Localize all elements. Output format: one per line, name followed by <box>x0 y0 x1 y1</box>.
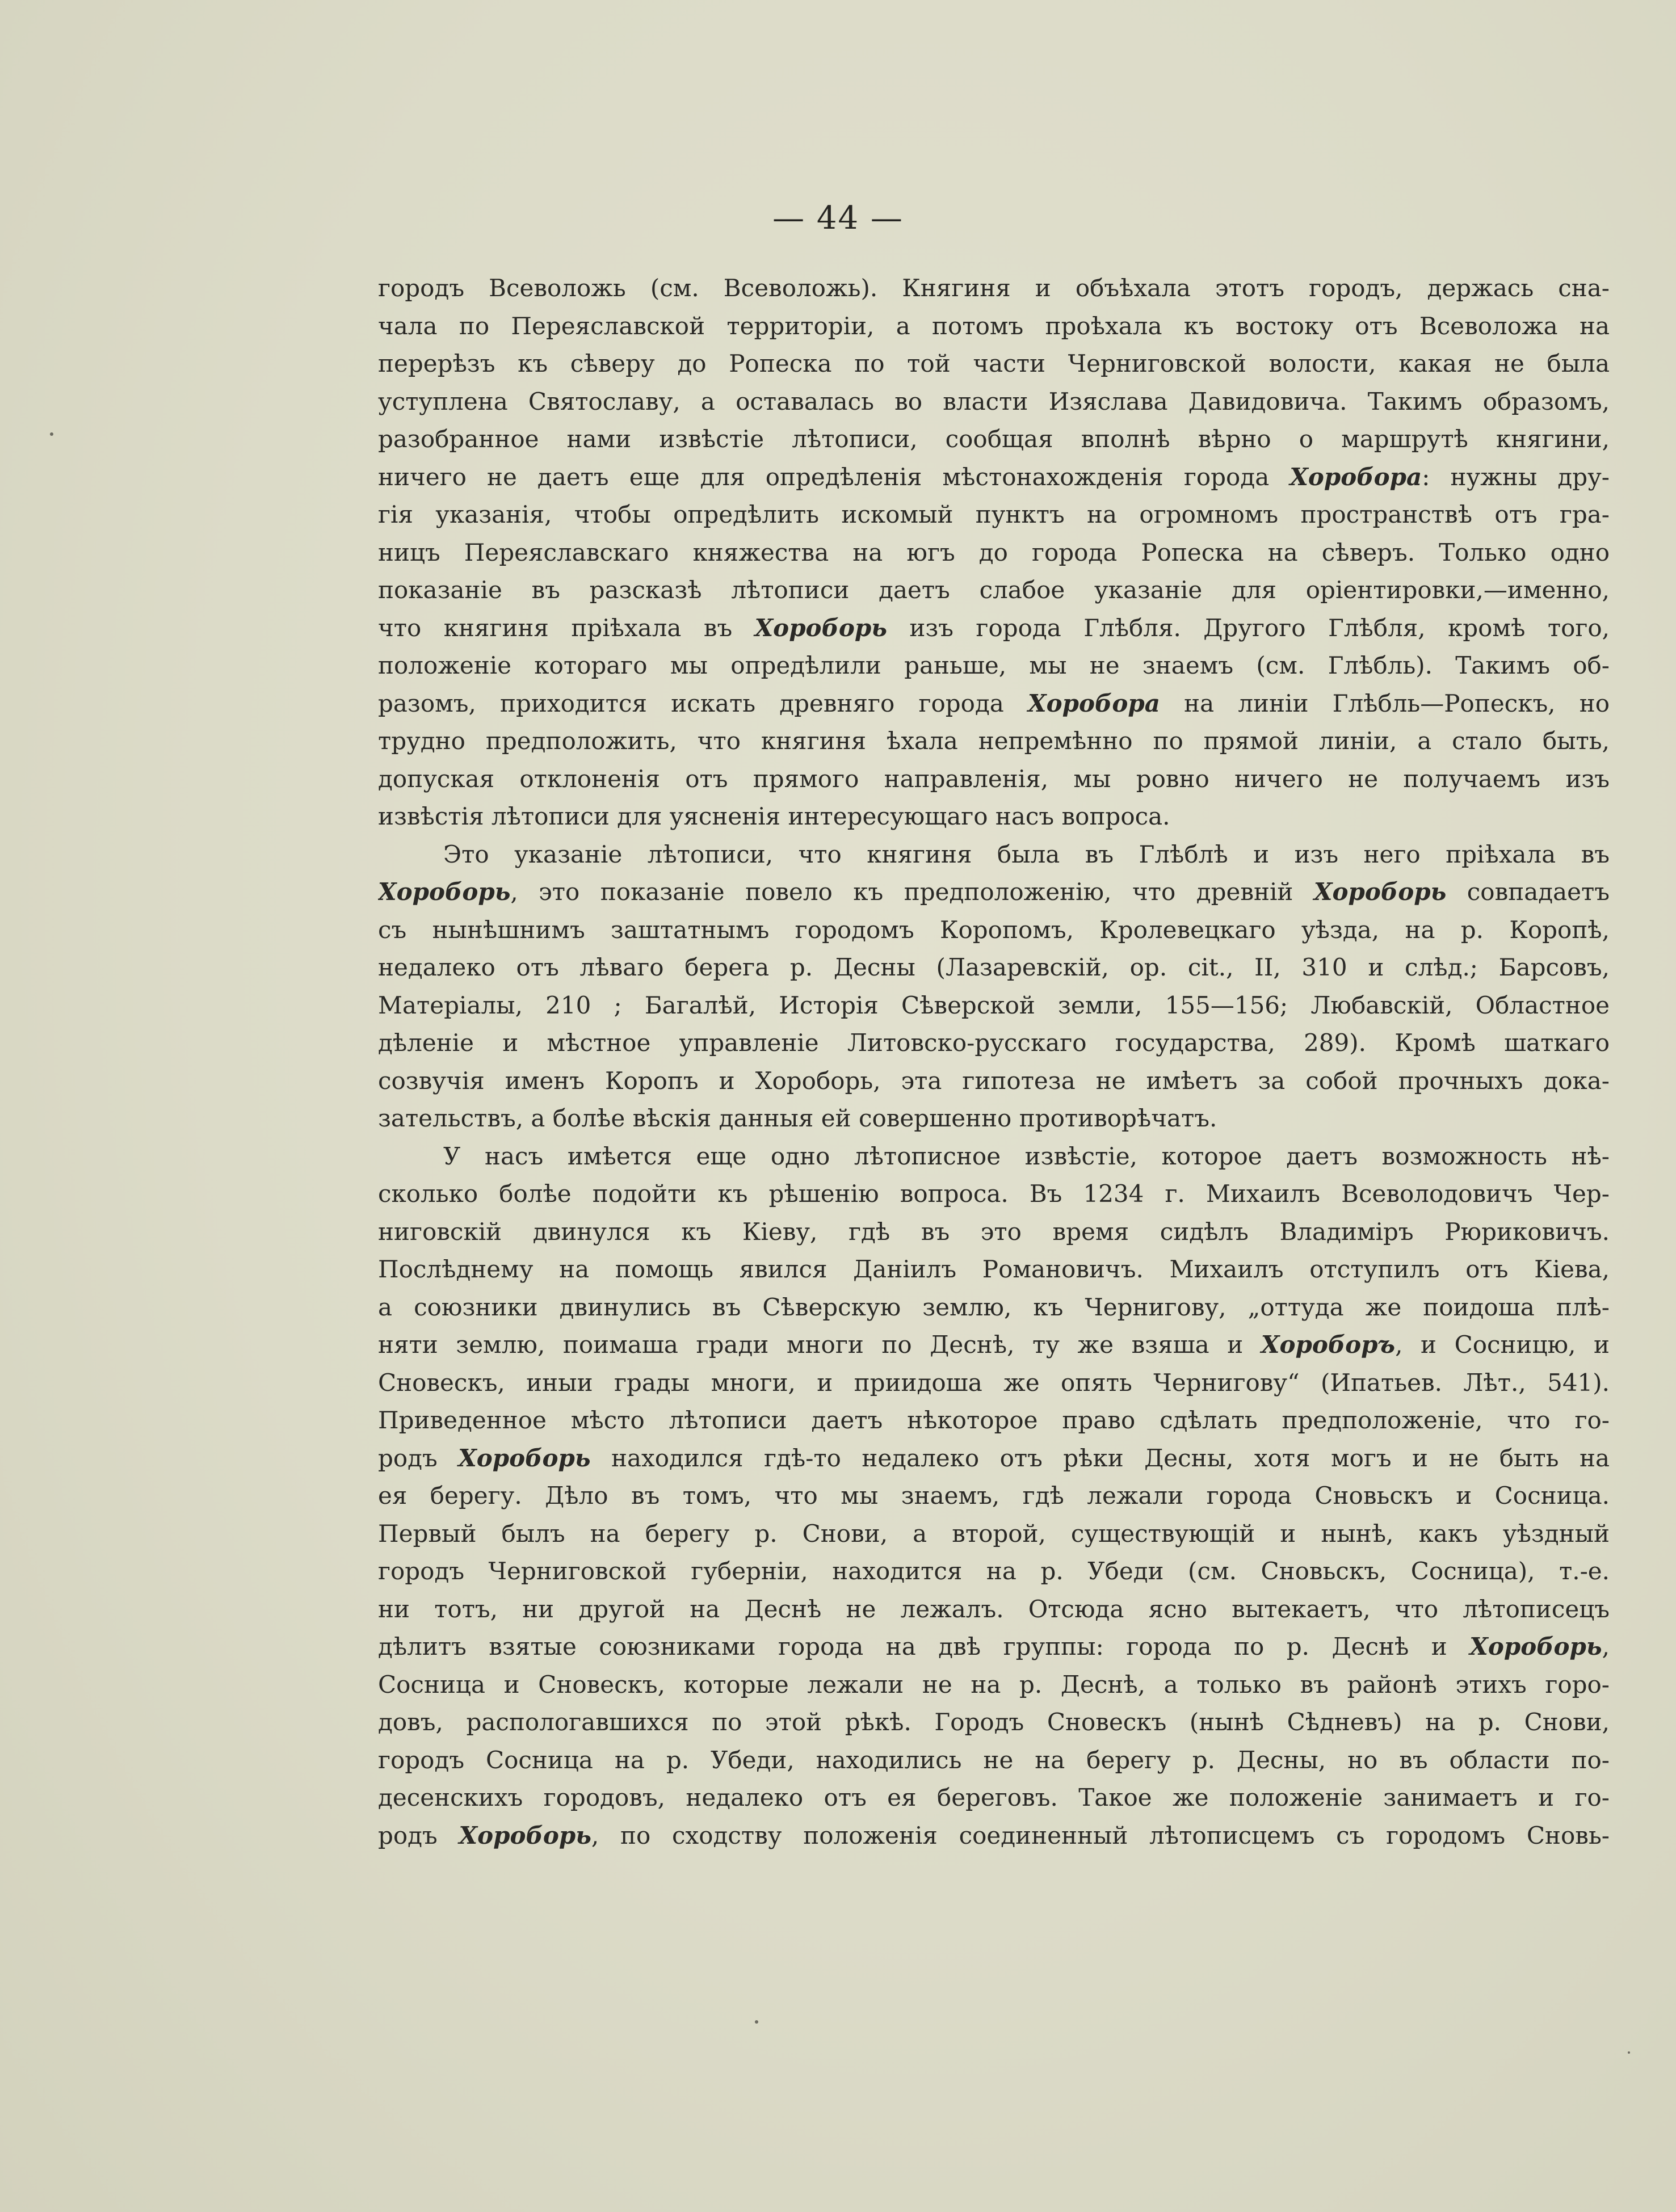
paper-speck <box>50 432 53 436</box>
text-line: Это указаніе лѣтописи, что княгиня была въ Глѣблѣ и изъ него пріѣхала въ <box>443 840 1610 868</box>
text-line: У насъ имѣется еще одно лѣтописное извѣстіе, которое даетъ возможность нѣ- <box>443 1142 1610 1170</box>
text-line: ни тотъ, ни другой на Деснѣ не лежалъ. Отсюда ясно вытекаетъ, что лѣтописецъ <box>378 1595 1610 1623</box>
text-line: родъ Хороборь, по сходству положенія соединенный лѣтописцемъ съ городомъ Сновь- <box>378 1821 1610 1849</box>
text-line: чала по Переяславской территоріи, а потомъ проѣхала къ востоку отъ Всеволожа на <box>378 312 1610 340</box>
text-line: созвучія именъ Коропъ и Хороборь, эта гипотеза не имѣетъ за собой прочныхъ дока- <box>378 1066 1610 1095</box>
text-line: дѣленіе и мѣстное управленіе Литовско-русскаго государства, 289). Кромѣ шаткаго <box>378 1029 1610 1057</box>
text-line: уступлена Святославу, а оставалась во власти Изяслава Давидовича. Такимъ образомъ, <box>378 387 1610 415</box>
text-line: Матеріалы, 210 ; Багалѣй, Исторія Сѣверской земли, 155—156; Любавскій, Областное <box>378 991 1610 1019</box>
text-line: городъ Сосница на р. Убеди, находились не на берегу р. Десны, но въ области по- <box>378 1746 1610 1774</box>
page-number: — 44 — <box>772 200 904 237</box>
text-line: съ нынѣшнимъ заштатнымъ городомъ Коропомъ, Кролевецкаго уѣзда, на р. Коропѣ, <box>378 915 1610 944</box>
text-line: дѣлитъ взятые союзниками города на двѣ группы: города по р. Деснѣ и Хороборь, <box>378 1633 1610 1660</box>
paper-speck <box>755 2020 758 2024</box>
text-line: Послѣднему на помощь явился Даніилъ Романовичъ. Михаилъ отступилъ отъ Кіева, <box>378 1255 1610 1283</box>
text-line: а союзники двинулись въ Сѣверскую землю, къ Чернигову, „оттуда же поидоша плѣ- <box>378 1293 1610 1321</box>
text-line: Приведенное мѣсто лѣтописи даетъ нѣкоторое право сдѣлать предположеніе, что го- <box>378 1406 1610 1434</box>
text-line: десенскихъ городовъ, недалеко отъ ея береговъ. Такое же положеніе занимаетъ и го- <box>378 1784 1610 1811</box>
text-line: извѣстія лѣтописи для уясненія интересующаго насъ вопроса. <box>378 802 1170 830</box>
text-line: ничего не даетъ еще для опредѣленія мѣстонахожденія города Хоробора: нужны дру- <box>378 462 1610 491</box>
text-line: трудно предположить, что княгиня ѣхала непремѣнно по прямой линіи, а стало быть, <box>378 727 1610 755</box>
text-line: Первый былъ на берегу р. Снови, а второй, существующій и нынѣ, какъ уѣздный <box>378 1519 1610 1547</box>
text-line: Сновескъ, иныи грады многи, и приидоша же опять Чернигову“ (Ипатьев. Лѣт., 541). <box>378 1368 1610 1397</box>
text-line: недалеко отъ лѣваго берега р. Десны (Лазаревскій, op. cit., II, 310 и слѣд.; Барсовъ, <box>378 953 1610 981</box>
text-line: сколько болѣе подойти къ рѣшенію вопроса. Въ 1234 г. Михаилъ Всеволодовичъ Чер- <box>378 1180 1610 1208</box>
text-line: положеніе котораго мы опредѣлили раньше, мы не знаемъ (см. Глѣбль). Такимъ об- <box>378 651 1610 679</box>
text-line: ницъ Переяславскаго княжества на югъ до города Ропеска на сѣверъ. Только одно <box>378 538 1610 566</box>
paragraph <box>378 836 1610 1138</box>
text-line: родъ Хороборь находился гдѣ-то недалеко отъ рѣки Десны, хотя могъ и не быть на <box>378 1444 1610 1472</box>
text-line: перерѣзъ къ сѣверу до Ропеска по той части Черниговской волости, какая не была <box>378 350 1610 377</box>
text-line: допуская отклоненія отъ прямого направленія, мы ровно ничего не получаемъ изъ <box>378 764 1610 793</box>
body-text <box>378 270 1610 1854</box>
paragraph <box>378 270 1610 836</box>
text-line: зательствъ, а болѣе вѣскія данныя ей совершенно противорѣчатъ. <box>378 1104 1217 1132</box>
paragraph <box>378 1138 1610 1855</box>
text-line: разобранное нами извѣстіе лѣтописи, сообщая вполнѣ вѣрно о маршрутѣ княгини, <box>378 425 1610 453</box>
text-line: что княгиня пріѣхала въ Хороборь изъ города Глѣбля. Другого Глѣбля, кромѣ того, <box>378 613 1610 642</box>
text-line: довъ, распологавшихся по этой рѣкѣ. Городъ Сновескъ (нынѣ Сѣдневъ) на р. Снови, <box>378 1708 1610 1736</box>
text-line: городъ Всеволожь (см. Всеволожь). Княгиня и объѣхала этотъ городъ, держась сна- <box>378 274 1610 302</box>
text-line: городъ Черниговской губерніи, находится на р. Убеди (см. Сновьскъ, Сосница), т.-е. <box>378 1557 1610 1585</box>
text-line: гія указанія, чтобы опредѣлить искомый пунктъ на огромномъ пространствѣ отъ гра- <box>378 501 1610 528</box>
text-line: ниговскій двинулся къ Кіеву, гдѣ въ это время сидѣлъ Владиміръ Рюриковичъ. <box>378 1217 1610 1246</box>
text-line: Хороборь, это показаніе повело къ предположенію, что древній Хороборь совпадаетъ <box>378 878 1610 906</box>
paper-speck <box>1628 2051 1630 2054</box>
text-line: ея берегу. Дѣло въ томъ, что мы знаемъ, гдѣ лежали города Сновьскъ и Сосница. <box>378 1482 1610 1509</box>
text-line: няти землю, поимаша гради многи по Деснѣ, ту же взяша и Хороборъ, и Сосницю, и <box>378 1331 1610 1359</box>
text-line: разомъ, приходится искать древняго города Хоробора на линіи Глѣбль—Ропескъ, но <box>378 689 1610 717</box>
text-line: Сосница и Сновескъ, которые лежали не на р. Деснѣ, а только въ районѣ этихъ горо- <box>378 1670 1610 1698</box>
text-line: показаніе въ разсказѣ лѣтописи даетъ слабое указаніе для оріентировки,—именно, <box>378 576 1610 604</box>
